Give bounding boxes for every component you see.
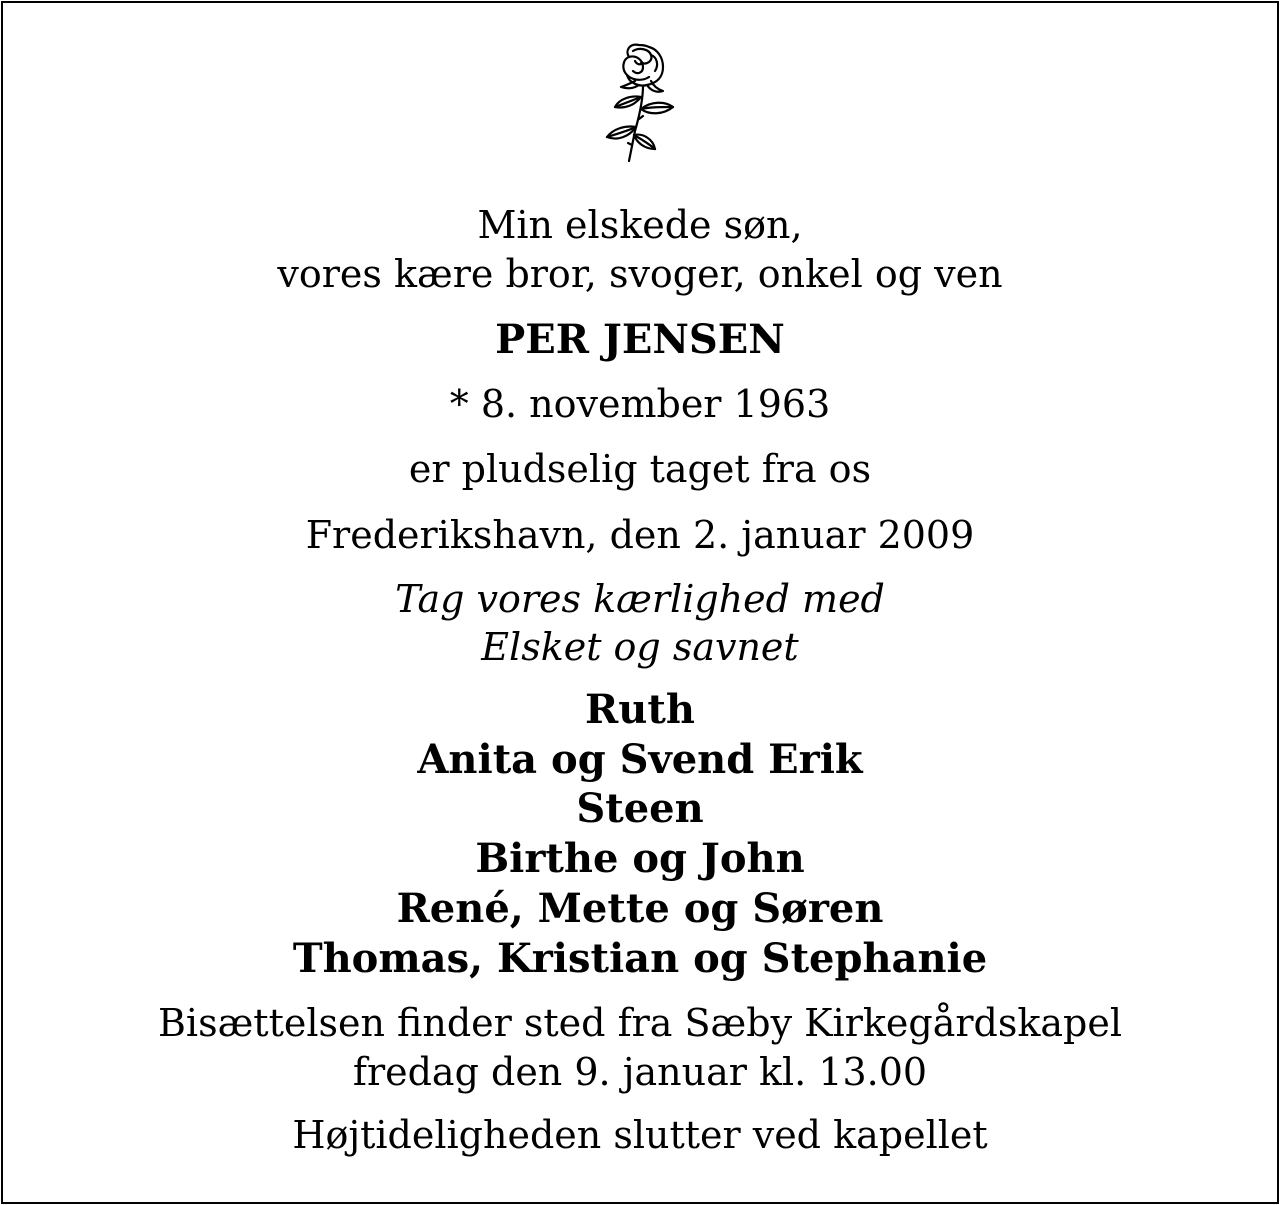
passing-text: er pludselig taget fra os — [408, 447, 872, 491]
mourner-name: Thomas, Kristian og Stephanie — [292, 935, 988, 982]
intro-line-1: Min elskede søn, — [477, 203, 803, 247]
funeral-line-2: fredag den 9. januar kl. 13.00 — [352, 1050, 928, 1094]
mourner-name: Ruth — [585, 686, 695, 733]
mourner-name: Steen — [576, 785, 704, 832]
funeral-line-1: Bisættelsen finder sted fra Sæby Kirkegårdskapel — [158, 1001, 1122, 1045]
funeral-closing: Højtideligheden slutter ved kapellet — [292, 1113, 988, 1157]
deceased-name: PER JENSEN — [495, 316, 785, 363]
intro-line-2: vores kære bror, svoger, onkel og ven — [277, 252, 1003, 296]
place-and-date: Frederikshavn, den 2. januar 2009 — [305, 513, 975, 557]
farewell-line-2: Elsket og savnet — [481, 625, 799, 669]
farewell-line-1: Tag vores kærlighed med — [395, 577, 885, 621]
birth-date: * 8. november 1963 — [449, 382, 831, 426]
rose-icon — [599, 39, 687, 163]
mourner-name: Anita og Svend Erik — [417, 736, 863, 783]
mourner-name: Birthe og John — [475, 835, 805, 882]
obituary-notice — [1, 1, 1279, 1204]
mourner-name: René, Mette og Søren — [396, 885, 884, 932]
